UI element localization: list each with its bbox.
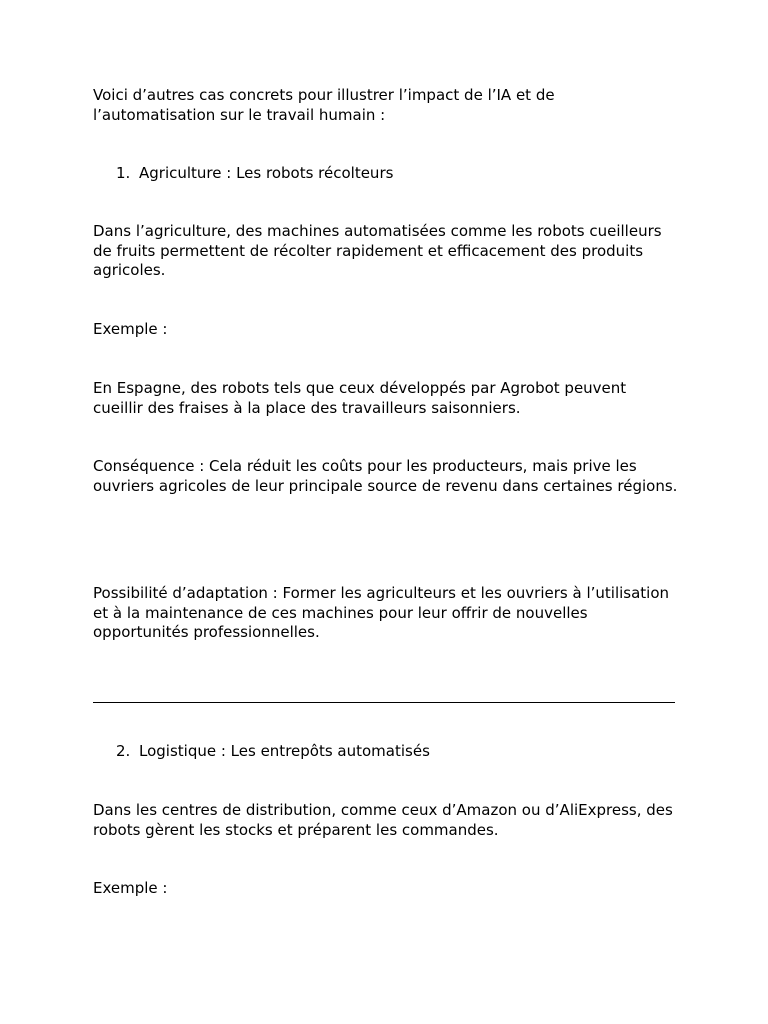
intro-paragraph: Voici d’autres cas concrets pour illustrer l’impact de l’IA et de l’automatisation sur le travail humain :	[93, 86, 555, 124]
list-item-agriculture	[93, 164, 678, 184]
section-heading-logistique: Logistique : Les entrepôts automatisés	[139, 742, 430, 760]
example-label: Exemple :	[93, 320, 168, 338]
agriculture-consequence: Conséquence : Cela réduit les coûts pour les producteurs, mais prive les ouvriers agricoles de leur principale source de revenu dans certaines régions.	[93, 457, 678, 495]
agriculture-adaptation: Possibilité d’adaptation : Former les agriculteurs et les ouvriers à l’utilisation et à la maintenance de ces machines pour leur offrir de nouvelles opportunités professionnelles.	[93, 584, 670, 642]
horizontal-divider	[93, 702, 675, 703]
logistique-description: Dans les centres de distribution, comme ceux d’Amazon ou d’AliExpress, des robots gèrent les stocks et préparent les commandes.	[93, 801, 673, 839]
list-number: 2.	[116, 742, 131, 760]
example-label: Exemple :	[93, 879, 168, 897]
list-item-logistique	[93, 742, 678, 762]
agriculture-description: Dans l’agriculture, des machines automatisées comme les robots cueilleurs de fruits permettent de récolter rapidement et efficacement des produits agricoles.	[93, 222, 662, 280]
section-heading-agriculture: Agriculture : Les robots récolteurs	[139, 164, 394, 182]
agriculture-example: En Espagne, des robots tels que ceux développés par Agrobot peuvent cueillir des fraises à la place des travailleurs saisonniers.	[93, 379, 627, 417]
list-number: 1.	[116, 164, 131, 182]
